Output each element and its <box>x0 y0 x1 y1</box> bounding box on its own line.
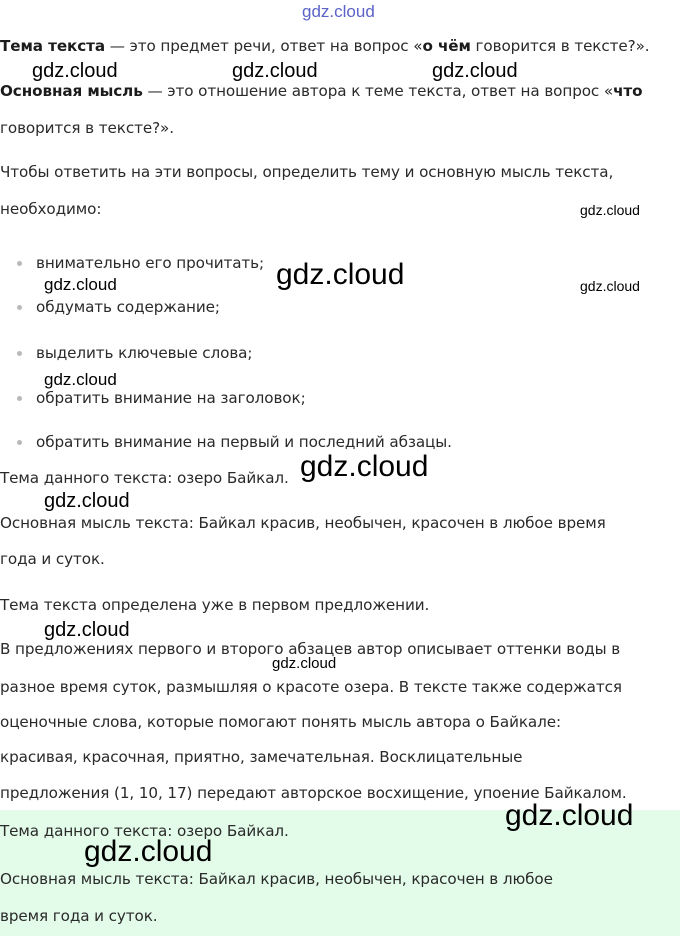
watermark: gdz.cloud <box>580 202 640 218</box>
bullet-icon <box>17 351 22 356</box>
watermark: gdz.cloud <box>272 655 337 672</box>
bullet-icon <box>17 305 22 310</box>
analysis-note: Тема текста определена уже в первом предложении. <box>0 596 430 614</box>
watermark: gdz.cloud <box>44 490 130 512</box>
watermark: gdz.cloud <box>300 450 429 483</box>
analysis-topic: Тема данного текста: озеро Байкал. <box>0 469 289 487</box>
paragraph-line: разное время суток, размышляя о красоте озера. В тексте также содержатся <box>0 678 622 696</box>
analysis-idea-line1: Основная мысль текста: Байкал красив, необычен, красочен в любое время <box>0 514 606 532</box>
list-item: внимательно его прочитать; <box>36 254 265 272</box>
paragraph-line: красивая, красочная, приятно, замечательная. Восклицательные <box>0 748 523 766</box>
instruction-line2: необходимо: <box>0 200 102 218</box>
bullet-icon <box>17 440 22 445</box>
watermark: gdz.cloud <box>302 2 375 21</box>
analysis-idea-line2: года и суток. <box>0 550 105 568</box>
idea-definition: Основная мысль — это отношение автора к теме текста, ответ на вопрос «что <box>0 82 643 100</box>
watermark: gdz.cloud <box>44 370 117 389</box>
paragraph-line: предложения (1, 10, 17) передают авторское восхищение, упоение Байкалом. <box>0 784 627 802</box>
idea-definition-line2: говорится в тексте?». <box>0 119 174 137</box>
answer-idea-line1: Основная мысль текста: Байкал красив, необычен, красочен в любое <box>0 870 553 888</box>
instruction-line1: Чтобы ответить на эти вопросы, определить тему и основную мысль текста, <box>0 163 614 181</box>
watermark: gdz.cloud <box>232 60 318 82</box>
topic-definition: Тема текста — это предмет речи, ответ на вопрос «о чём говорится в тексте?». <box>0 37 650 55</box>
watermark: gdz.cloud <box>580 278 640 294</box>
answer-idea-line2: время года и суток. <box>0 907 158 925</box>
watermark: gdz.cloud <box>32 60 118 82</box>
watermark: gdz.cloud <box>44 275 117 294</box>
watermark: gdz.cloud <box>44 619 130 641</box>
paragraph-line: В предложениях первого и второго абзацев автор описывает оттенки воды в <box>0 640 621 658</box>
watermark: gdz.cloud <box>505 799 634 832</box>
bullet-icon <box>17 396 22 401</box>
list-item: выделить ключевые слова; <box>36 344 253 362</box>
answer-topic: Тема данного текста: озеро Байкал. <box>0 822 289 840</box>
list-item: обдумать содержание; <box>36 298 220 316</box>
watermark: gdz.cloud <box>276 258 405 291</box>
list-item: обратить внимание на первый и последний абзацы. <box>36 433 452 451</box>
watermark: gdz.cloud <box>84 835 213 868</box>
list-item: обратить внимание на заголовок; <box>36 389 306 407</box>
bullet-icon <box>17 261 22 266</box>
watermark: gdz.cloud <box>432 60 518 82</box>
paragraph-line: оценочные слова, которые помогают понять мысль автора о Байкале: <box>0 713 561 731</box>
